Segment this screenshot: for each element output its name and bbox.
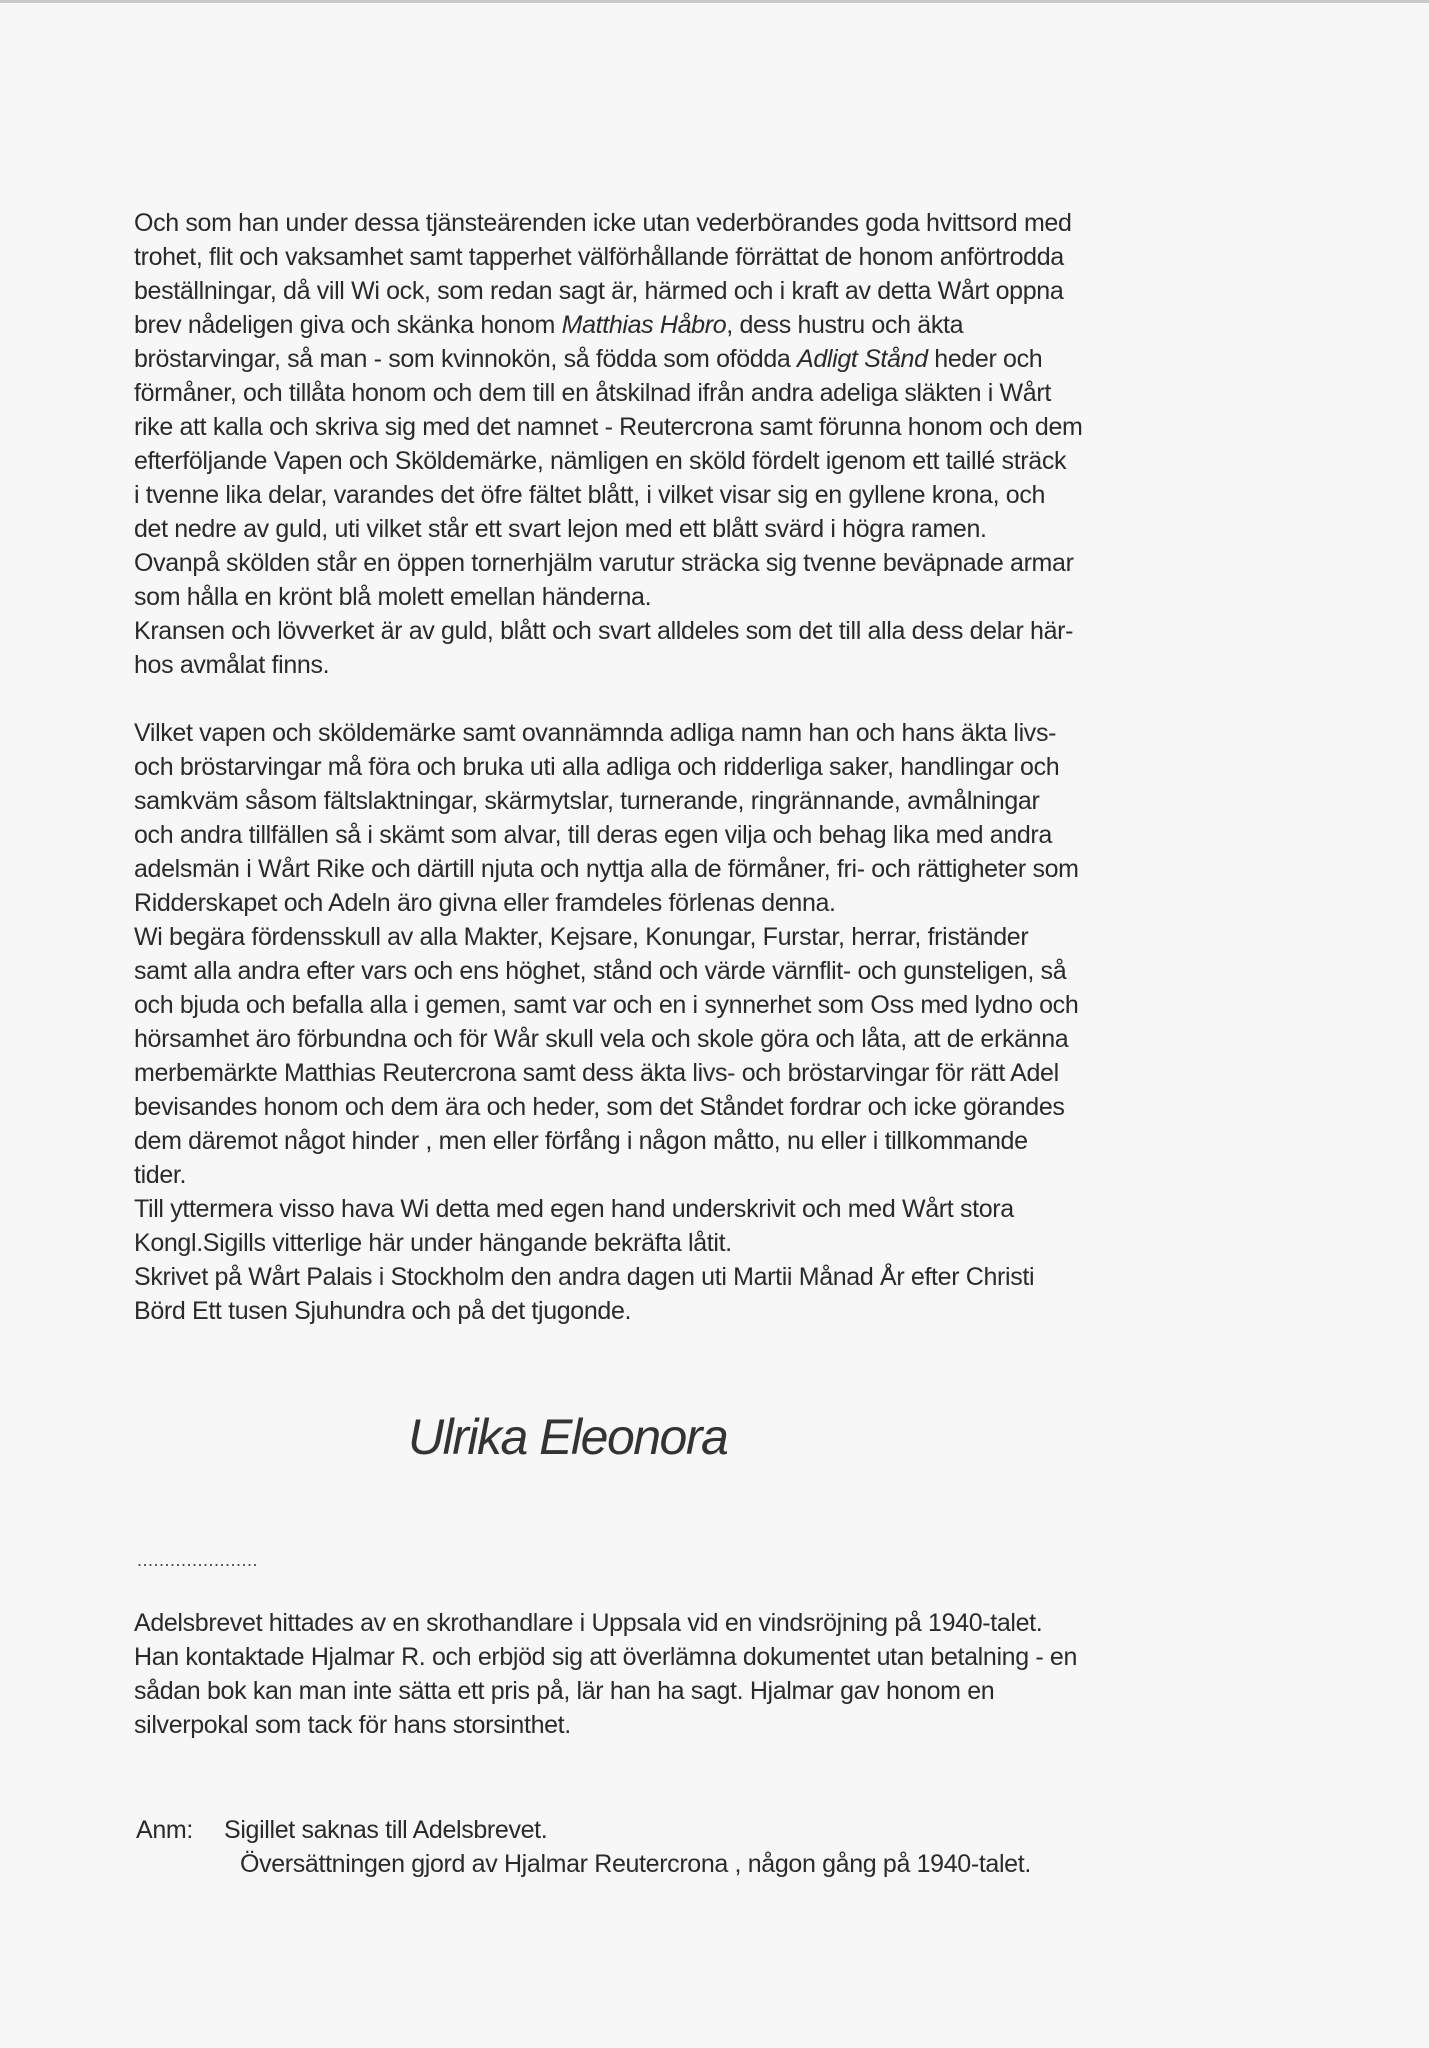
text-line (134, 376, 1314, 410)
text-line (134, 886, 1314, 920)
text-line (134, 784, 1314, 818)
text-run: tider. (134, 1161, 187, 1189)
text-line (134, 1192, 1314, 1226)
paragraph-privileges (134, 716, 1314, 1328)
text-run: det nedre av guld, uti vilket står ett svart lejon med ett blått svärd i högra ramen. (134, 515, 987, 543)
text-run: efterföljande Vapen och Sköldemärke, nämligen en sköld fördelt igenom ett taillé sträck (134, 447, 1067, 475)
royal-signature: Ulrika Eleonora (408, 1409, 728, 1465)
text-run: Börd Ett tusen Sjuhundra och på det tjugonde. (134, 1297, 632, 1325)
annotation-line-1: Sigillet saknas till Adelsbrevet. (224, 1816, 548, 1844)
text-run: adelsmän i Wårt Rike och därtill njuta och nyttja alla de förmåner, fri- och rättigheter som (134, 855, 1079, 883)
text-run: i tvenne lika delar, varandes det öfre fältet blått, i vilket visar sig en gyllene krona, och (134, 481, 1046, 509)
annotation-block (136, 1813, 1316, 1881)
text-line (134, 1022, 1314, 1056)
annotation-label: Anm: (136, 1816, 193, 1844)
text-run: Och som han under dessa tjänsteärenden icke utan vederbörandes goda hvittsord med (134, 209, 1072, 237)
text-run: samt alla andra efter vars och ens höghet, stånd och värde värnflit- och gunsteligen, så (134, 957, 1067, 985)
note-line: Han kontaktade Hjalmar R. och erbjöd sig att överlämna dokumentet utan betalning - en (134, 1643, 1078, 1671)
text-line (134, 478, 1314, 512)
text-run: bröstarvingar, så man - som kvinnokön, så födda som ofödda (134, 345, 798, 373)
note-line: Adelsbrevet hittades av en skrothandlare i Uppsala vid en vindsröjning på 1940-talet. (134, 1609, 1043, 1637)
text-line (134, 1158, 1314, 1192)
text-run: Vilket vapen och sköldemärke samt ovannämnda adliga namn han och hans äkta livs- (134, 719, 1057, 747)
text-run: och bröstarvingar må föra och bruka uti alla adliga och ridderliga saker, handlingar och (134, 753, 1060, 781)
text-run: och andra tillfällen så i skämt som alvar, till deras egen vilja och behag lika med andra (134, 821, 1052, 849)
annotation-row (136, 1813, 1316, 1847)
text-run: förmåner, och tillåta honom och dem till en åtskilnad ifrån andra adeliga släkten i Wårt (134, 379, 1051, 407)
text-line (134, 444, 1314, 478)
text-run: bevisandes honom och dem ära och heder, som det Ståndet fordrar och icke görandes (134, 1093, 1065, 1121)
letter-body (134, 206, 1314, 1328)
text-run: som hålla en krönt blå molett emellan händerna. (134, 583, 652, 611)
text-run: hörsamhet äro förbundna och för Wår skull vela och skole göra och låta, att de erkänna (134, 1025, 1069, 1053)
emphasized-name: Adligt Stånd (797, 345, 928, 373)
signature-dotted-line: ...................... (137, 1550, 259, 1570)
text-run: dem däremot något hinder , men eller förfång i någon måtto, nu eller i tillkommande (134, 1127, 1028, 1155)
text-line (134, 206, 1314, 240)
text-run: Kongl.Sigills vitterlige här under hängande bekräfta låtit. (134, 1229, 732, 1257)
text-run: Wi begära fördensskull av alla Makter, Kejsare, Konungar, Furstar, herrar, friständer (134, 923, 1029, 951)
text-run: , dess hustru och äkta (726, 311, 964, 339)
text-line (134, 1124, 1314, 1158)
text-run: samkväm såsom fältslaktningar, skärmytslar, turnerande, ringrännande, avmålningar (134, 787, 1040, 815)
text-line (134, 410, 1314, 444)
text-line (134, 818, 1314, 852)
text-line (134, 240, 1314, 274)
text-run: beställningar, då vill Wi ock, som redan sagt är, härmed och i kraft av detta Wårt oppna (134, 277, 1064, 305)
text-run: Ovanpå skölden står en öppen tornerhjälm varutur sträcka sig tvenne beväpnade armar (134, 549, 1074, 577)
paragraph-patent-grant (134, 206, 1314, 682)
text-line (134, 512, 1314, 546)
text-run: Skrivet på Wårt Palais i Stockholm den andra dagen uti Martii Månad År efter Christi (134, 1263, 1035, 1291)
text-line (134, 546, 1314, 580)
text-line (134, 954, 1314, 988)
text-run: Kransen och lövverket är av guld, blått och svart alldeles som det till alla dess delar här- (134, 617, 1074, 645)
text-run: heder och (927, 345, 1043, 373)
text-line (134, 274, 1314, 308)
text-line (134, 988, 1314, 1022)
text-run: rike att kalla och skriva sig med det namnet - Reutercrona samt förunna honom och dem (134, 413, 1083, 441)
scan-top-edge (0, 0, 1429, 3)
text-run: merbemärkte Matthias Reutercrona samt dess äkta livs- och bröstarvingar för rätt Adel (134, 1059, 1059, 1087)
text-line (134, 1090, 1314, 1124)
emphasized-name: Matthias Håbro (561, 311, 727, 339)
text-run: brev nådeligen giva och skänka honom (134, 311, 562, 339)
text-line (134, 1260, 1314, 1294)
text-run: trohet, flit och vaksamhet samt tapperhet välförhållande förrättat de honom anförtrodda (134, 243, 1064, 271)
text-line (134, 1226, 1314, 1260)
text-line (134, 1294, 1314, 1328)
annotation-line-2: Översättningen gjord av Hjalmar Reutercrona , någon gång på 1940-talet. (240, 1850, 1031, 1878)
text-line (134, 648, 1314, 682)
text-run: Ridderskapet och Adeln äro givna eller framdeles förlenas denna. (134, 889, 836, 917)
note-line: silverpokal som tack för hans storsinthet. (134, 1711, 571, 1739)
text-line (134, 750, 1314, 784)
text-line (134, 342, 1314, 376)
annotation-row (136, 1847, 1316, 1881)
text-line (134, 580, 1314, 614)
text-line (134, 308, 1314, 342)
text-line (134, 920, 1314, 954)
note-line: sådan bok kan man inte sätta ett pris på, lär han ha sagt. Hjalmar gav honom en (134, 1677, 995, 1705)
text-line (134, 852, 1314, 886)
text-line (134, 716, 1314, 750)
text-line (134, 614, 1314, 648)
provenance-note (134, 1606, 1314, 1742)
text-run: hos avmålat finns. (134, 651, 330, 679)
text-run: och bjuda och befalla alla i gemen, samt var och en i synnerhet som Oss med lydno och (134, 991, 1079, 1019)
text-run: Till yttermera visso hava Wi detta med egen hand underskrivit och med Wårt stora (134, 1195, 1014, 1223)
paragraph-gap (134, 682, 1314, 716)
text-line (134, 1056, 1314, 1090)
